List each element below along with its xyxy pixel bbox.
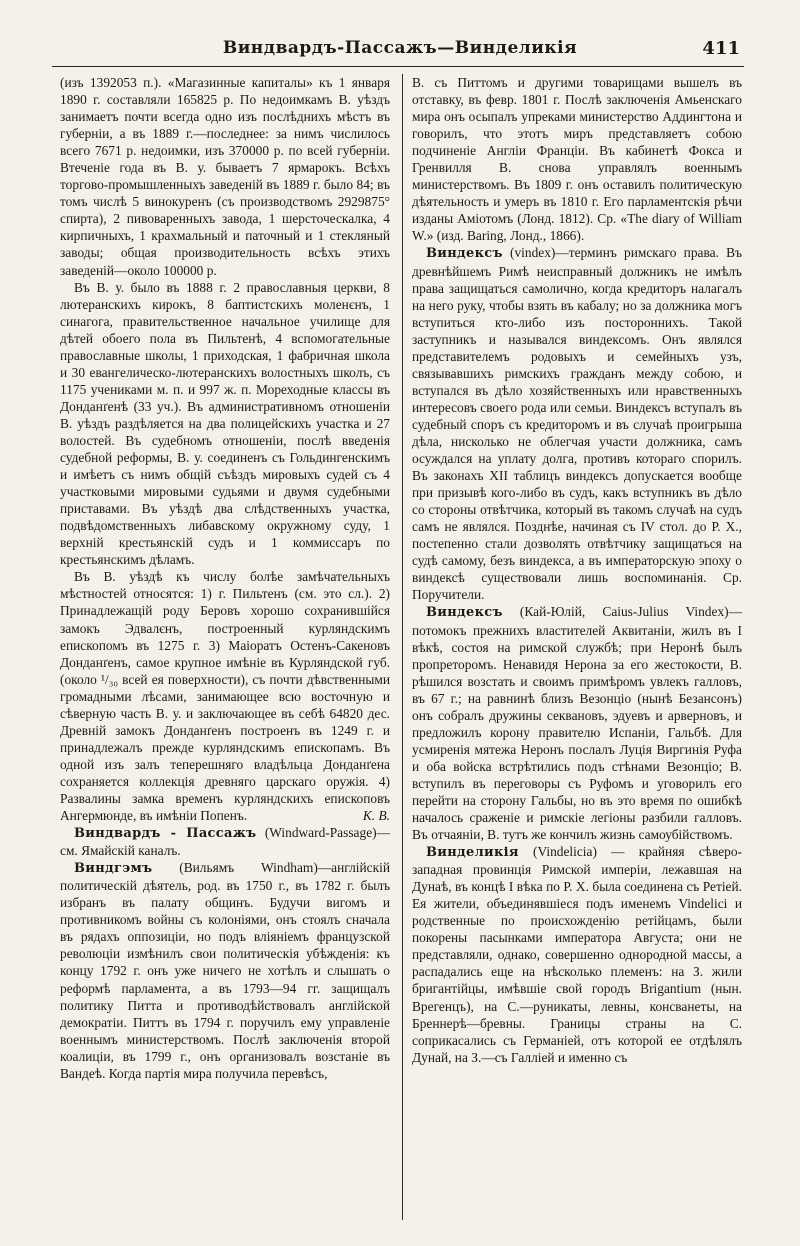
- column-divider: [402, 74, 403, 1220]
- paragraph-text: Въ В. уѣздѣ къ числу болѣе замѣчательныхъ мѣстностей относятся: 1) г. Пильтенъ (см. это сл.). 2) Принадлежащій роду Беровъ хорошо сохранившійся замокъ Эдвалєнъ, построенный курляндскимъ епископомъ въ 1275 г. 3) Маіоратъ Остенъ-Сакеновъ Донданґенъ, самое крупное имѣніе въ Курляндской губ. (около ¹/₃₀ всей ея поверхности), съ почти дѣвственными громадными лѣсами, занимающее всю восточную и сѣверную часть В. у. и заключающее въ себѣ 64820 дес. Древній замокъ Донданґенъ построенъ въ 1249 г. и принадлежалъ прежде курляндскимъ епископамъ. Въ одной изъ залъ теперешняго владѣльца Донданґена сохраняется коллекція древняго царскаго оружія. 4) Развалины замка временъ курляндскихъ епископовъ Ангермюнде, въ имѣніи Попенъ.: [60, 569, 390, 824]
- entry-text: (Vindelicia) — крайняя сѣверо-западная провинція Римской имперіи, лежавшая на Дунаѣ, въ концѣ I вѣка по Р. Х. была соединена съ Ретіей. Ея жители, объединявшіеся подъ именемъ Vindelici и родственные по происхожденію ретійцамъ, были покорены пасынками императора Августа; они не представляли, однако, совершенно однородной массы, а распадались еще на нѣсколько племенъ: на З. жили бригантійцы, имѣвшіе свой городъ Brigantium (нын. Врегенцъ), на С.—руникаты, левны, консванеты, на Бреннерѣ—бревны. Границы страны на С. соприкасались съ Германіей, отъ которой ее отдѣлялъ Дунай, на З.—съ Галліей и именно съ: [412, 844, 742, 1065]
- entry: [412, 244, 742, 603]
- paragraph: [60, 279, 390, 569]
- entry: [412, 843, 742, 1066]
- entry-headword: Виндвардъ - Пассажъ: [74, 826, 257, 842]
- paragraph: [60, 568, 390, 824]
- entry-headword: Виндексъ: [426, 246, 503, 262]
- entry: [60, 824, 390, 859]
- header-rule: [52, 66, 744, 67]
- entry: [60, 859, 390, 1082]
- paragraph: [412, 74, 742, 244]
- entry-text: (Кай-Юлій, Caius-Julius Vindex)—потомокъ прежнихъ властителей Аквитаніи, жилъ въ I вѣкѣ, состоя на римской службѣ; при Неронѣ былъ пропреторомъ. Ненавидя Нерона за его жестокости, В. рѣшился возстать и своимъ примѣромъ увлекъ галловъ, въ 67 г.; на равнинѣ близъ Везонціо (нынѣ Безансонъ) онъ собралъ дружины секвановъ, эдуевъ и арверновъ, и предложилъ корону правителю Испаніи, Гальбѣ. Для усмиренія мятежа Неронъ послалъ Луція Виргинія Руфа и оба войска встрѣтились подъ стѣнами Везонціо; В. вступилъ въ переговоры съ Руфомъ и уговорилъ его перейти на сторону Гальбы, но въ это время по ошибкѣ началось сраженіе и римскіе легіоны разбили галловъ. Въ отчаяніи, В. тутъ же кончилъ жизнь самоубійствомъ.: [412, 604, 742, 843]
- running-head-title: Виндвардъ-Пассажъ—Винделикія: [222, 38, 578, 58]
- running-header: [60, 38, 740, 68]
- entry-text: (vindex)—терминъ римскаго права. Въ древнѣйшемъ Римѣ неисправный должникъ не имѣлъ права защищаться самолично, когда кредиторъ налагалъ на него руку, чтобы взять въ кабалу; но за должника могъ вступиться кто-либо изъ постороннихъ. Такой заступникъ и назывался виндексомъ. Онъ являлся представителемъ родовыхъ и семейныхъ узъ, связывавшихъ римскихъ гражданъ между собою, и вступался въ дѣло хозяйственныхъ или нравственныхъ интересовъ своего рода или семьи. Виндексъ вступалъ въ судебный споръ съ кредиторомъ и въ случаѣ проигрыша дѣла, нисколько не облегчая участи должника, самъ осуждался на уплату долга, противъ котораго спорилъ. Въ законахъ XII таблицъ виндексъ допускается вообще при призывѣ кого-либо въ судъ, какъ вступникъ въ дѣло со стороны отвѣтчика, который въ такомъ случаѣ на судъ самъ не являлся. Позднѣе, начиная съ IV стол. до Р. Х., постепенно стали дозволять отвѣтчику защищаться на судѣ самому, безъ виндекса, а въ императорскую эпоху о виндексѣ существовали лишь воспоминанія. Ср. Поручители.: [412, 245, 742, 603]
- author-signature: К. В.: [362, 808, 390, 824]
- entry-headword: Виндексъ: [426, 605, 503, 621]
- entry-text: (Вильямъ Windham)—англійскій политическій дѣятель, род. въ 1750 г., въ 1782 г. былъ избранъ въ палату общинъ. Будучи вигомъ и противникомъ войны съ колоніями, онъ стоялъ сначала въ рядахъ оппозиціи, но подъ вліяніемъ французской революціи измѣнилъ свои политическія убѣжденія: къ концу 1792 г. онъ уже ничего не хотѣлъ и слышать о реформѣ парламента, а въ 1793—94 гг. защищалъ политику Питта и противодѣйствовалъ англійской демократіи. Питтъ въ 1794 г. поручилъ ему управленіе военнымъ министерствомъ. Послѣ заключенія второй коалиціи, въ 1799 г., онъ организовалъ возстаніе въ Вандеѣ. Когда партія мира получила перевѣсъ,: [60, 860, 390, 1081]
- entry-text: (Windward-Passage)—см. Ямайскій каналъ.: [60, 825, 390, 859]
- page-number: 411: [702, 38, 740, 59]
- left-column: [60, 74, 390, 1082]
- entry-headword: Виндгэмъ: [74, 861, 153, 877]
- entry: [412, 603, 742, 843]
- paragraph-text: Въ В. у. было въ 1888 г. 2 православныя церкви, 8 лютеранскихъ кирокъ, 8 баптистскихъ моленєнъ, 1 синагога, правительственное начальное училище для дѣтей обоего пола въ Пильтенѣ, 4 вспомогательные православные школы, 1 приходская, 1 фабричная школа и 30 евангелическо-лютеранскихъ волостныхъ школъ, съ 1175 учениками м. п. и 997 ж. п. Мореходные классы въ Донданґенѣ (33 уч.). Въ административномъ отношеніи В. уѣздъ раздѣляется на два полицейскихъ участка и 27 волостей. Въ судебномъ отношеніи, послѣ введенія судебной реформы, В. у. соединенъ съ Гольдингенскимъ и имѣетъ съ нимъ общій съѣздъ мировыхъ судей съ 4 участковыми мировыми судьями и двумя судебными приставами. Въ уѣздѣ два слѣдственныхъ участка, подвѣдомственныхъ либавскому окружному суду, 1 верхній крестьянскій судъ и 1 коммиссаръ по крестьянскимъ дѣламъ.: [60, 279, 390, 568]
- paragraph-text: (изъ 1392053 п.). «Магазинные капиталы» къ 1 января 1890 г. составляли 165825 р. По недоимкамъ В. уѣздъ занимаетъ почти всегда одно изъ послѣднихъ мѣстъ въ губерніи, а въ 1889 г.—последнее: за нимъ числилось всего 7671 р. недоимки, изъ 370000 р. по всей губерніи. Втеченіе года въ В. у. бываетъ 7 ярмарокъ. Всѣхъ торгово-промышленныхъ заведеній въ 1889 г. было 84; въ томъ числѣ 5 винокуренъ (съ производствомъ 2929875° спирта), 2 пивоваренныхъ завода, 1 шерсточескалка, 4 кирпичныхъ, 1 крахмальный и паточный и 1 стекляный заводы; общая производительность всѣхъ этихъ заведеній—около 100000 р.: [60, 75, 390, 278]
- entry-headword: Винделикія: [426, 845, 519, 861]
- paragraph: [60, 74, 390, 279]
- right-column: [412, 74, 742, 1066]
- paragraph-text: В. съ Питтомъ и другими товарищами вышелъ въ отставку, въ февр. 1801 г. Послѣ заключенія Амьенскаго мира онъ осыпалъ упреками министерство Аддингтона и говорилъ, что этотъ миръ представляетъ собою подчиненіе Англіи Франціи. Въ кабинетѣ Фокса и Гренвилля В. снова управлялъ военнымъ министерствомъ. Въ 1809 г. онъ оставилъ политическую дѣятельность и умеръ въ 1810 г. Его парламентскія рѣчи изданы Аміотомъ (Лонд. 1812). Ср. «The diary of William W.» (изд. Baring, Лонд., 1866).: [412, 75, 742, 244]
